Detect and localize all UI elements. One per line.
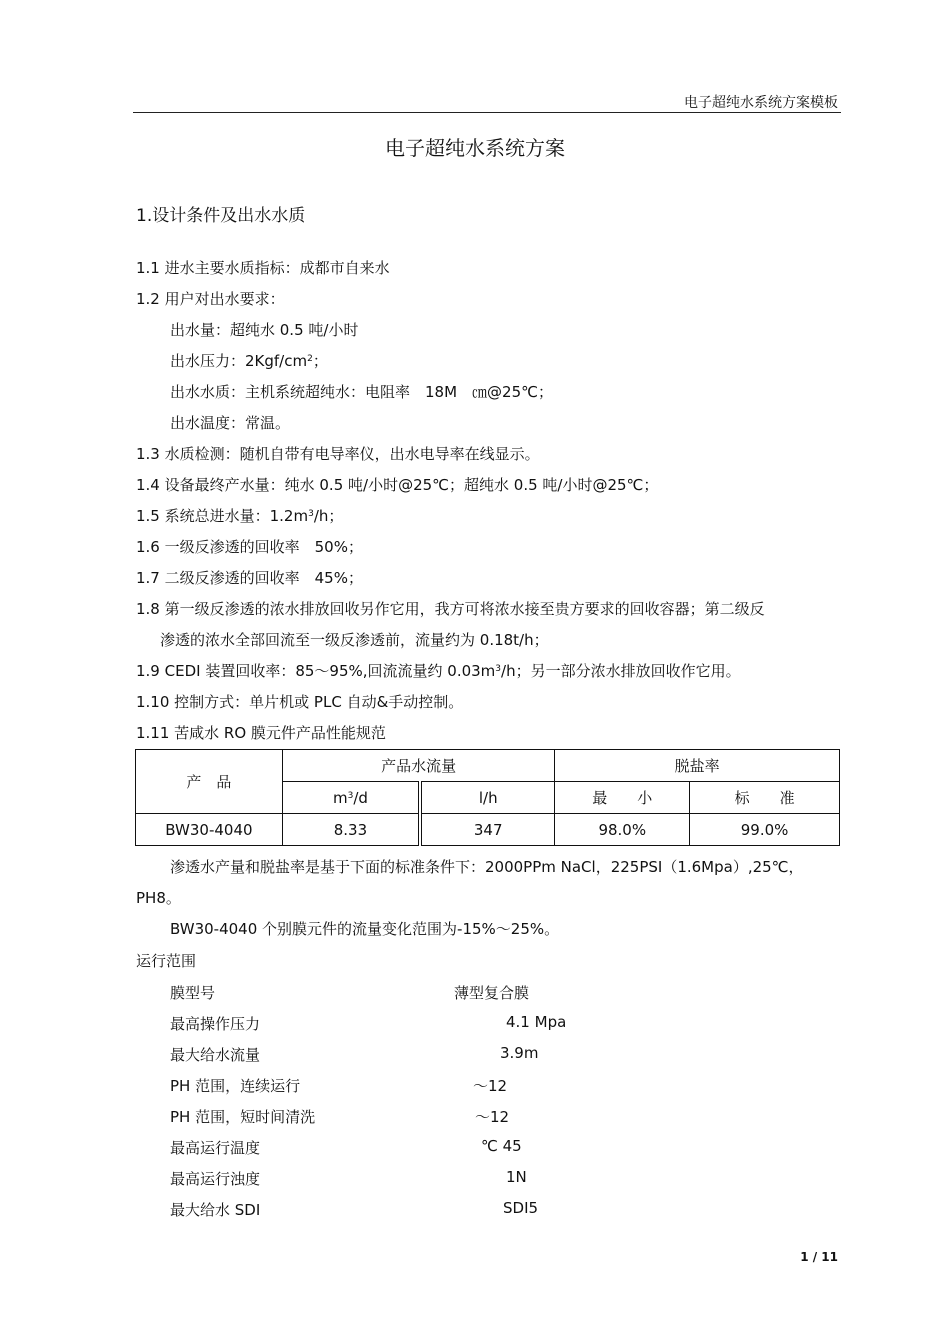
document-title: 电子超纯水系统方案 (385, 136, 565, 160)
item-1-8-continued: 渗透的浓水全部回流至一级反渗透前，流量约为 0.18t/h； (160, 631, 549, 649)
run-value-ph-continuous: ～12 (473, 1077, 508, 1095)
run-label-max-sdi: 最大给水 SDI (170, 1201, 261, 1219)
run-label-max-turbidity: 最高运行浊度 (170, 1170, 261, 1188)
output-temperature: 出水温度：常温。 (170, 414, 291, 432)
table-cell-min: 98.0% (555, 814, 690, 846)
run-label-max-temperature: 最高运行温度 (170, 1139, 261, 1157)
item-1-9-text: 1.9 CEDI 装置回收率：85～95%,回流流量约 0.03m (136, 662, 496, 680)
item-1-8: 1.8 第一级反渗透的浓水排放回收另作它用，我方可将浓水接至贵方要求的回收容器；第二级反 (136, 600, 765, 618)
table-cell-lh: 347 (420, 814, 555, 846)
run-label-max-feed-flow: 最大给水流量 (170, 1046, 261, 1064)
table-header-salt-rejection: 脱盐率 (555, 750, 840, 782)
page-number: 1 / 11 (800, 1250, 838, 1264)
header-divider (133, 112, 841, 113)
item-1-1: 1.1 进水主要水质指标：成都市自来水 (136, 259, 390, 277)
table-header-m3d (282, 782, 420, 814)
ro-spec-table (135, 749, 840, 846)
run-value-max-sdi: SDI5 (503, 1199, 539, 1217)
table-cell-model: BW30-4040 (136, 814, 283, 846)
run-label-max-pressure: 最高操作压力 (170, 1015, 261, 1033)
output-pressure-text: 出水压力：2Kgf/cm (170, 352, 308, 370)
run-label-ph-continuous: PH 范围，连续运行 (170, 1077, 301, 1095)
section-heading: 1.设计条件及出水水质 (136, 206, 306, 226)
run-value-membrane-type: 薄型复合膜 (454, 984, 530, 1002)
item-1-5-end: /h； (313, 507, 344, 525)
run-range-title: 运行范围 (136, 952, 197, 970)
item-1-9-end: /h；另一部分浓水排放回收作它用。 (501, 662, 741, 680)
item-1-10: 1.10 控制方式：单片机或 PLC 自动&手动控制。 (136, 693, 464, 711)
run-label-ph-cleaning: PH 范围，短时间清洗 (170, 1108, 316, 1126)
superscript: 2 (307, 354, 313, 364)
run-value-ph-cleaning: ～12 (475, 1108, 510, 1126)
item-1-11: 1.11 苦咸水 RO 膜元件产品性能规范 (136, 724, 386, 742)
output-pressure-end: ； (312, 352, 328, 370)
run-value-max-turbidity: 1N (506, 1168, 527, 1186)
output-quality: 出水水质：主机系统超纯水：电阻率 18M ㎝@25℃； (170, 383, 553, 401)
note-standard-conditions-continued: PH8。 (136, 889, 181, 907)
table-header-lh: l/h (420, 782, 555, 814)
run-value-max-pressure: 4.1 Mpa (506, 1013, 567, 1031)
item-1-4: 1.4 设备最终产水量：纯水 0.5 吨/小时@25℃；超纯水 0.5 吨/小时@25℃； (136, 476, 659, 494)
table-cell-m3d: 8.33 (282, 814, 420, 846)
item-1-7: 1.7 二级反渗透的回收率 45%； (136, 569, 363, 587)
table-header-std: 标 准 (690, 782, 840, 814)
note-standard-conditions: 渗透水产量和脱盐率是基于下面的标准条件下：2000PPm NaCl，225PSI（1.6Mpa）,25℃， (170, 858, 804, 876)
run-value-max-feed-flow: 3.9m (500, 1044, 539, 1062)
superscript: 3 (347, 790, 354, 801)
output-volume: 出水量：超纯水 0.5 吨/小时 (170, 321, 359, 339)
table-cell-std: 99.0% (690, 814, 840, 846)
item-1-6: 1.6 一级反渗透的回收率 50%； (136, 538, 363, 556)
run-value-max-temperature: ℃ 45 (481, 1137, 522, 1155)
superscript: 3 (308, 509, 314, 519)
table-header-flow: 产品水流量 (282, 750, 555, 782)
table-header-product: 产 品 (136, 750, 283, 814)
item-1-5 (136, 505, 343, 526)
item-1-3: 1.3 水质检测：随机自带有电导率仪，出水电导率在线显示。 (136, 445, 540, 463)
header-title: 电子超纯水系统方案模板 (684, 95, 838, 111)
item-1-5-text: 1.5 系统总进水量：1.2m (136, 507, 309, 525)
item-1-9 (136, 660, 741, 681)
unit-m: m (332, 788, 348, 807)
note-flow-variation: BW30-4040 个别膜元件的流量变化范围为-15%～25%。 (170, 920, 560, 938)
output-pressure (170, 350, 328, 371)
item-1-2: 1.2 用户对出水要求： (136, 290, 285, 308)
table-row (136, 814, 840, 846)
table-header-min: 最 小 (555, 782, 690, 814)
run-label-membrane-type: 膜型号 (170, 984, 216, 1002)
superscript: 3 (495, 664, 502, 674)
unit-d: /d (353, 788, 368, 807)
